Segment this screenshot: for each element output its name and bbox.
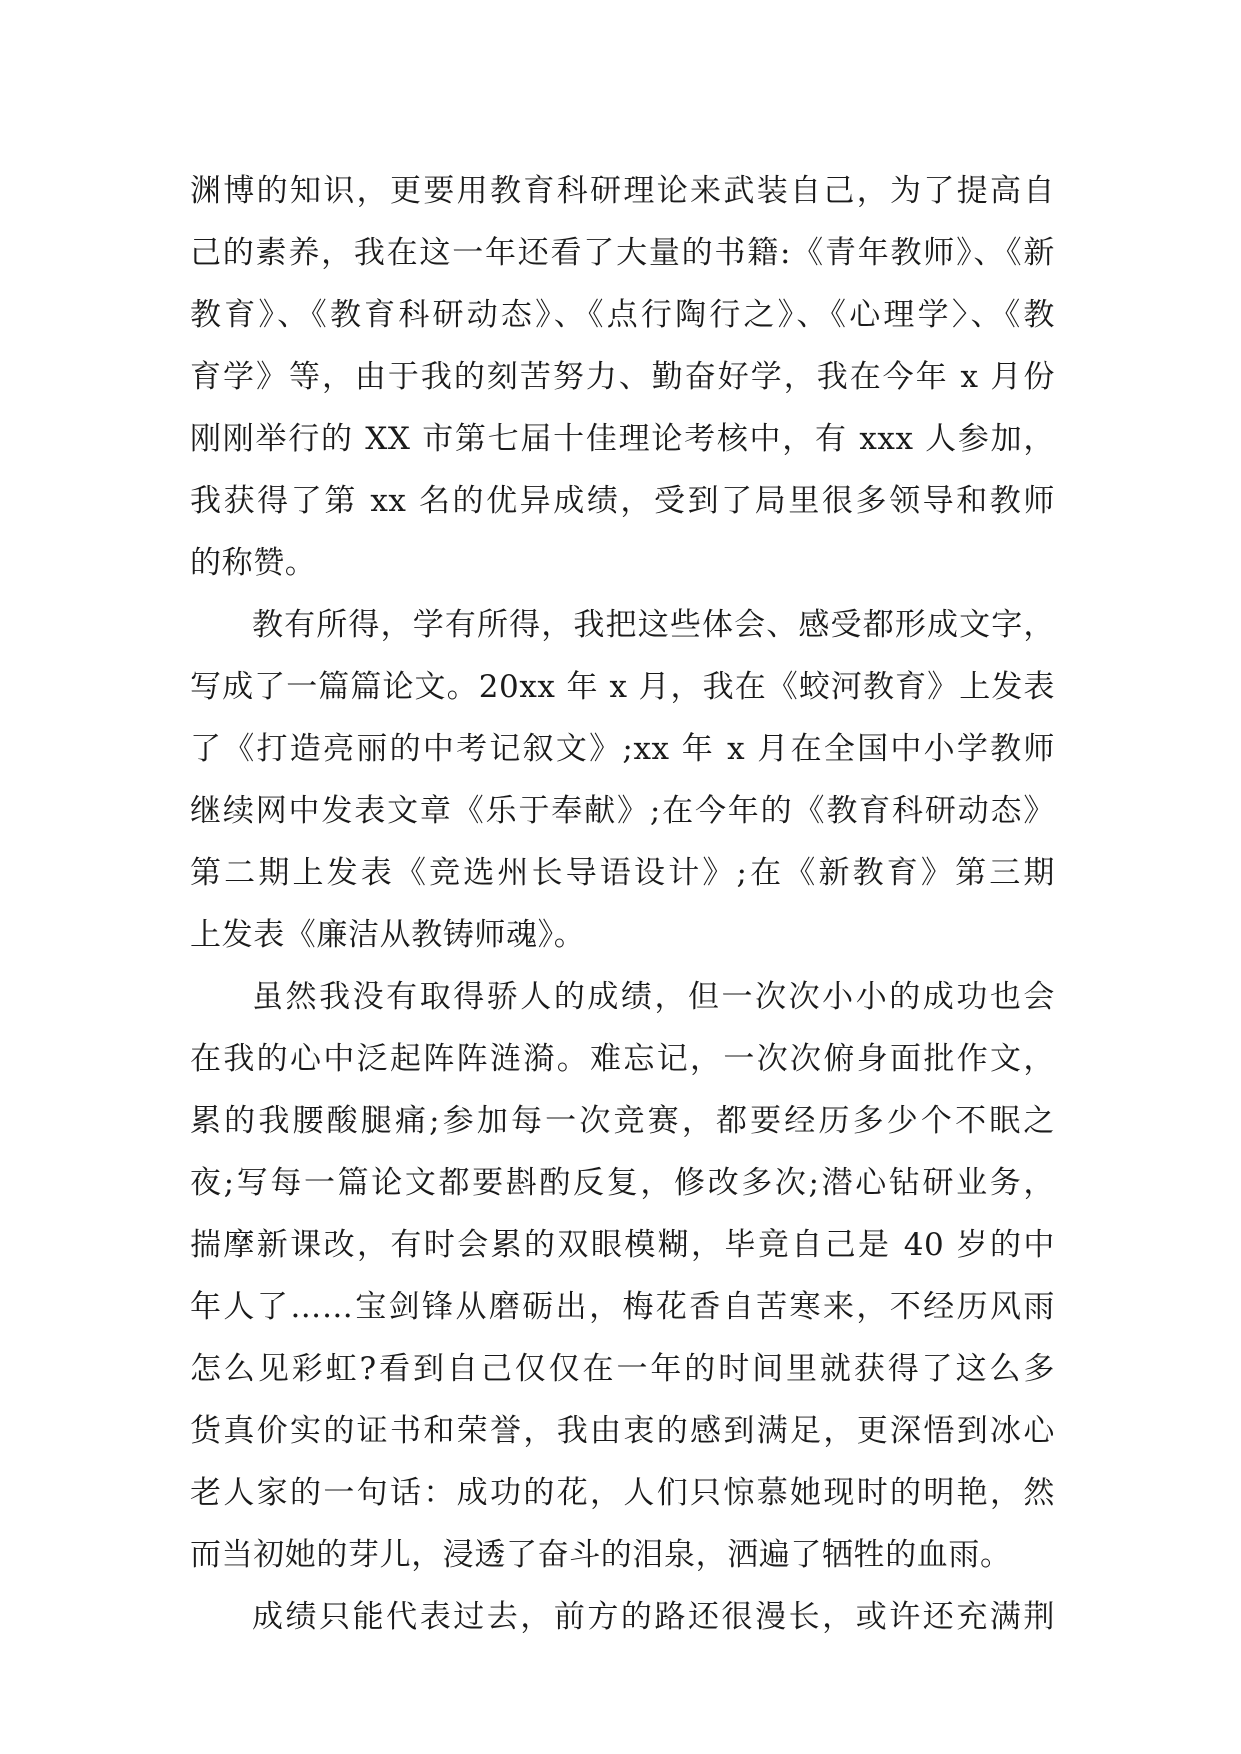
text-line: 己的素养，我在这一年还看了大量的书籍:《青年教师》、《新	[190, 235, 1055, 271]
text-line: 年人了……宝剑锋从磨砺出，梅花香自苦寒来，不经历风雨	[190, 1289, 1055, 1325]
text-line: 继续网中发表文章《乐于奉献》;在今年的《教育科研动态》	[190, 793, 1055, 829]
text-line: 而当初她的芽儿，浸透了奋斗的泪泉，洒遍了牺牲的血雨。	[190, 1537, 1012, 1573]
text-line: 刚刚举行的 XX 市第七届十佳理论考核中，有 xxx 人参加，	[190, 421, 1055, 457]
text-line: 写成了一篇篇论文。20xx 年 x 月，我在《蛟河教育》上发表	[190, 669, 1055, 705]
text-line: 教育》、《教育科研动态》、《点行陶行之》、《心理学〉、《教	[190, 297, 1055, 333]
text-line: 累的我腰酸腿痛;参加每一次竞赛，都要经历多少个不眠之	[190, 1103, 1055, 1139]
text-line: 我获得了第 xx 名的优异成绩，受到了局里很多领导和教师	[190, 483, 1055, 519]
paragraph	[190, 1586, 1055, 1648]
text-line: 成绩只能代表过去，前方的路还很漫长，或许还充满荆	[252, 1599, 1055, 1635]
text-line: 老人家的一句话：成功的花，人们只惊慕她现时的明艳，然	[190, 1475, 1055, 1511]
text-line: 育学》等，由于我的刻苦努力、勤奋好学，我在今年 x 月份	[190, 359, 1055, 395]
paragraph	[190, 594, 1055, 966]
text-line: 怎么见彩虹?看到自己仅仅在一年的时间里就获得了这么多	[190, 1351, 1055, 1387]
text-line: 在我的心中泛起阵阵涟漪。难忘记，一次次俯身面批作文，	[190, 1041, 1055, 1077]
text-line: 虽然我没有取得骄人的成绩，但一次次小小的成功也会	[252, 979, 1055, 1015]
text-line: 了《打造亮丽的中考记叙文》;xx 年 x 月在全国中小学教师	[190, 731, 1055, 767]
paragraph	[190, 966, 1055, 1586]
text-line: 夜;写每一篇论文都要斟酌反复，修改多次;潜心钻研业务，	[190, 1165, 1055, 1201]
paragraph	[190, 160, 1055, 594]
document-body	[190, 160, 1055, 1648]
text-line: 货真价实的证书和荣誉，我由衷的感到满足，更深悟到冰心	[190, 1413, 1055, 1449]
text-line: 教有所得，学有所得，我把这些体会、感受都形成文字，	[252, 607, 1055, 643]
text-line: 的称赞。	[190, 545, 317, 581]
text-line: 上发表《廉洁从教铸师魂》。	[190, 917, 586, 953]
text-line: 渊博的知识，更要用教育科研理论来武装自己，为了提高自	[190, 173, 1055, 209]
text-line: 揣摩新课改，有时会累的双眼模糊，毕竟自己是 40 岁的中	[190, 1227, 1055, 1263]
text-line: 第二期上发表《竞选州长导语设计》;在《新教育》第三期	[190, 855, 1055, 891]
